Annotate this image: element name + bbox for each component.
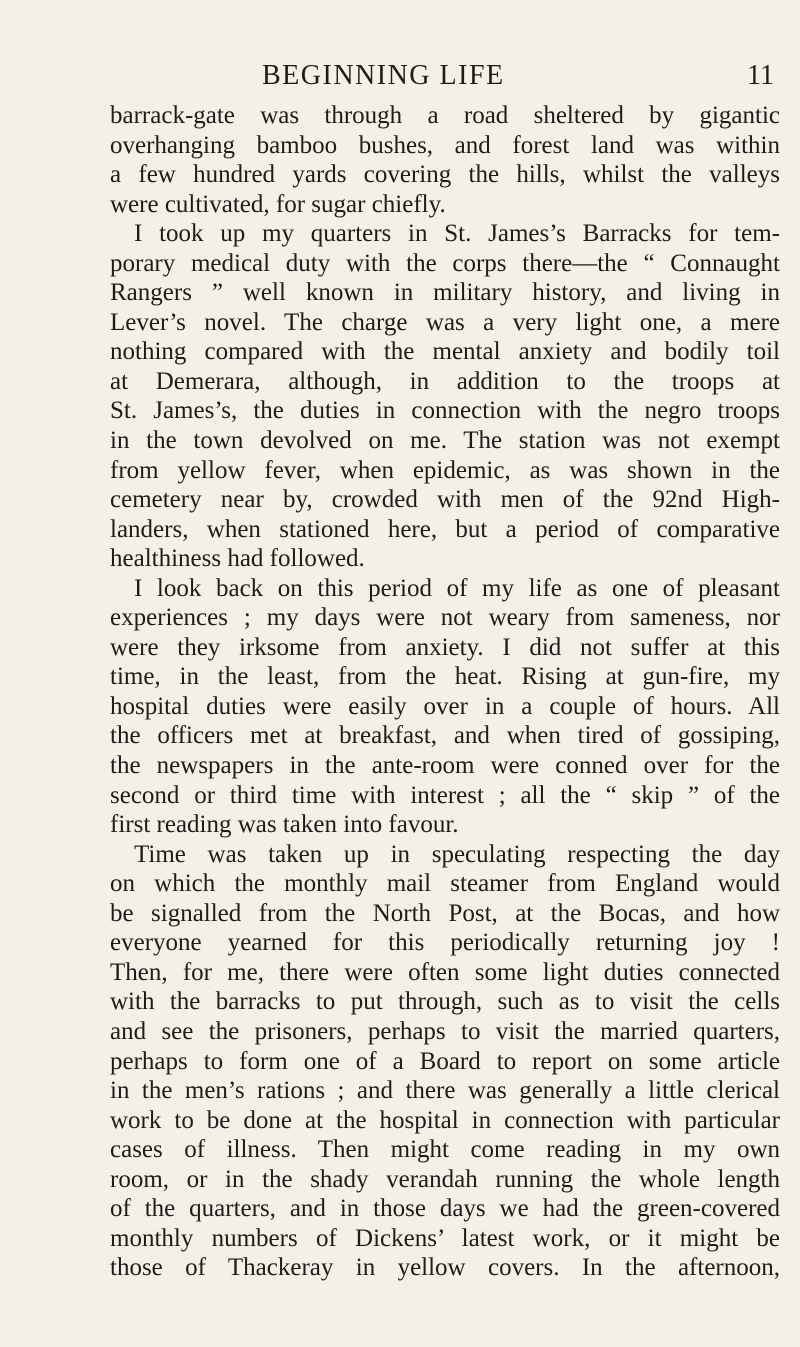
text-line: be signalled from the North Post, at the Bocas, and how [110, 899, 780, 927]
text-line: overhanging bamboo bushes, and forest land was within [110, 131, 780, 159]
page-number: 11 [747, 60, 774, 91]
body-text [110, 101, 780, 1283]
text-line: Lever’s novel. The charge was a very light one, a mere [110, 308, 780, 336]
text-line: landers, when stationed here, but a period of comparative [110, 515, 780, 543]
text-line: monthly numbers of Dickens’ latest work, or it might be [110, 1224, 780, 1252]
text-line: were cultivated, for sugar chiefly. [110, 190, 446, 218]
text-line: healthiness had followed. [110, 545, 365, 573]
text-line: Rangers ” well known in military history, and living in [110, 279, 780, 307]
text-line: with the barracks to put through, such as to visit the cells [110, 988, 780, 1016]
text-line: cases of illness. Then might come reading in my own [110, 1136, 780, 1164]
text-line: of the quarters, and in those days we had the green-covered [110, 1195, 780, 1223]
text-line: room, or in the shady verandah running the whole length [110, 1165, 780, 1193]
text-line: I took up my quarters in St. James’s Barracks for tem- [134, 220, 780, 248]
page-header [110, 60, 780, 100]
text-line: experiences ; my days were not weary from sameness, nor [110, 604, 780, 632]
text-line: cemetery near by, crowded with men of the 92nd High- [110, 486, 780, 514]
text-line: hospital duties were easily over in a couple of hours. All [110, 692, 780, 720]
text-line: on which the monthly mail steamer from England would [110, 870, 780, 898]
text-line: second or third time with interest ; all the “ skip ” of the [110, 781, 780, 809]
text-line: perhaps to form one of a Board to report on some article [110, 1047, 780, 1075]
text-line: a few hundred yards covering the hills, whilst the valleys [110, 161, 780, 189]
text-line: St. James’s, the duties in connection with the negro troops [110, 397, 780, 425]
text-line: barrack-gate was through a road sheltered by gigantic [110, 102, 780, 129]
text-line: at Demerara, although, in addition to the troops at [110, 367, 780, 395]
text-line: everyone yearned for this periodically returning joy ! [110, 929, 780, 957]
text-line: time, in the least, from the heat. Rising at gun-fire, my [110, 663, 780, 691]
text-line: Then, for me, there were often some light duties connected [110, 958, 780, 986]
text-line: the officers met at breakfast, and when tired of gossiping, [110, 722, 780, 750]
text-line: and see the prisoners, perhaps to visit the married quarters, [110, 1017, 780, 1045]
text-line: in the men’s rations ; and there was generally a little clerical [110, 1077, 780, 1105]
text-line: first reading was taken into favour. [110, 811, 459, 839]
text-line: nothing compared with the mental anxiety and bodily toil [110, 338, 780, 366]
text-line: in the town devolved on me. The station was not exempt [110, 427, 780, 455]
text-line: from yellow fever, when epidemic, as was shown in the [110, 456, 780, 484]
text-line: those of Thackeray in yellow covers. In the afternoon, [110, 1254, 780, 1282]
text-line: work to be done at the hospital in connection with particular [110, 1106, 780, 1134]
running-head: BEGINNING LIFE [262, 60, 505, 91]
text-line: Time was taken up in speculating respecting the day [134, 840, 780, 868]
text-line: were they irksome from anxiety. I did not suffer at this [110, 633, 780, 661]
text-line: porary medical duty with the corps there—the “ Connaught [110, 249, 780, 277]
text-line: the newspapers in the ante-room were conned over for the [110, 752, 780, 780]
text-line: I look back on this period of my life as one of pleasant [134, 574, 780, 602]
